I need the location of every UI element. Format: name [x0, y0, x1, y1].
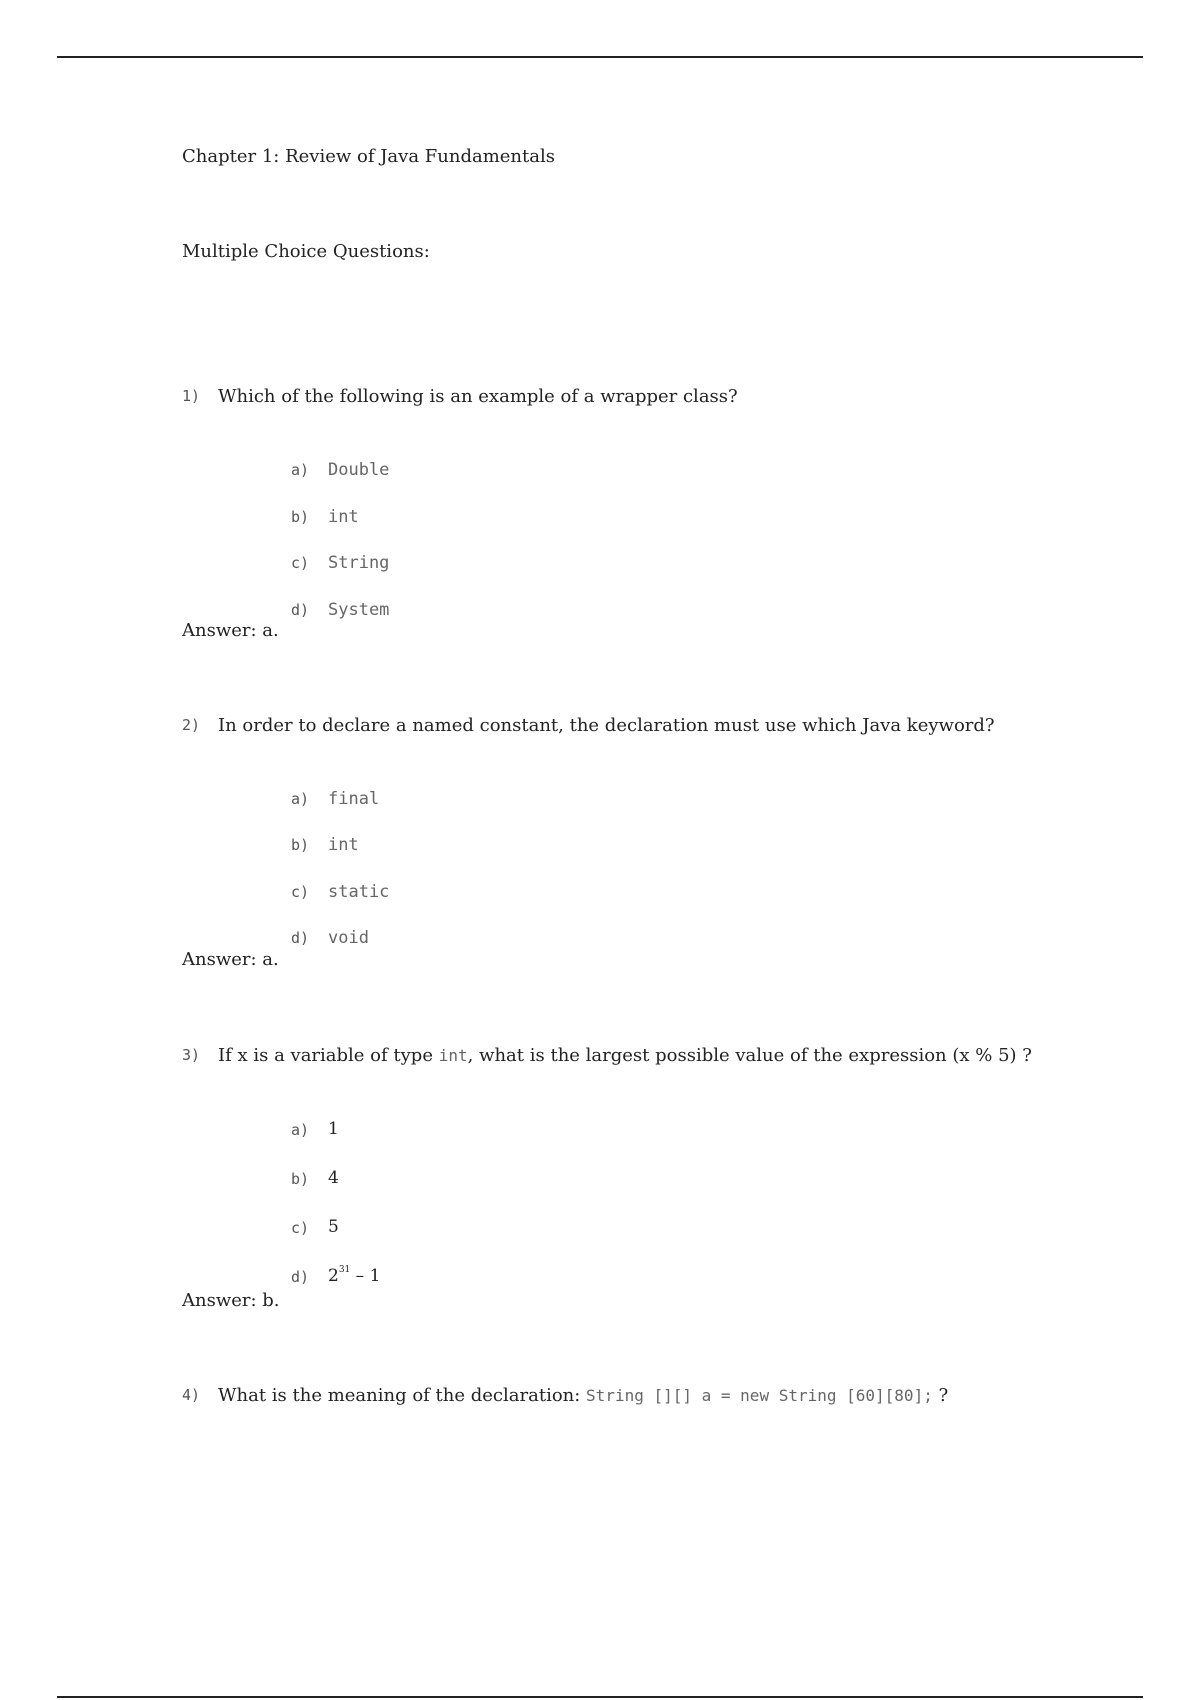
option-letter: d)	[291, 929, 310, 947]
question-text-end: ?	[932, 1385, 949, 1406]
question-line	[182, 386, 1082, 412]
option-letter: a)	[291, 790, 310, 808]
option-text: Double	[328, 460, 390, 480]
question-text	[218, 1045, 1032, 1066]
question-number: 3)	[182, 1046, 201, 1064]
option-letter: b)	[291, 836, 310, 854]
option-letter: c)	[291, 554, 310, 572]
chapter-title: Chapter 1: Review of Java Fundamentals	[182, 146, 555, 167]
option-letter: c)	[291, 883, 310, 901]
question-number: 2)	[182, 716, 201, 734]
option-letter: b)	[291, 508, 310, 526]
option-text: 1	[328, 1119, 339, 1139]
option-text: static	[328, 882, 390, 902]
option-text: String	[328, 553, 390, 573]
footer-rule	[57, 1696, 1143, 1698]
answer-text: Answer: a.	[182, 620, 279, 641]
question-text-end: , what is the largest possible value of the expression (x % 5) ?	[467, 1045, 1032, 1066]
option-text: final	[328, 789, 380, 809]
power-base: 2	[328, 1266, 339, 1286]
option-text: 5	[328, 1217, 339, 1237]
power-exponent: 31	[338, 1265, 351, 1276]
question-1	[182, 386, 1082, 641]
option-text: System	[328, 600, 390, 620]
question-line	[182, 715, 1082, 741]
option-letter: d)	[291, 1268, 310, 1286]
answer-text: Answer: b.	[182, 1290, 280, 1311]
question-text	[218, 1385, 948, 1406]
question-2	[182, 715, 1082, 970]
question-text-start: If x is a variable of type	[218, 1045, 439, 1066]
header-rule	[57, 56, 1143, 58]
option-letter: d)	[291, 601, 310, 619]
option-letter: b)	[291, 1170, 310, 1188]
question-text: Which of the following is an example of a wrapper class?	[218, 386, 738, 407]
power-rest: – 1	[350, 1266, 381, 1286]
question-line	[182, 1045, 1082, 1071]
question-number: 1)	[182, 387, 201, 405]
inline-code: String [][] a = new String [60][80];	[586, 1386, 933, 1405]
option-text: void	[328, 928, 369, 948]
question-text-start: What is the meaning of the declaration:	[218, 1385, 587, 1406]
option-letter: a)	[291, 461, 310, 479]
option-text: 4	[328, 1168, 339, 1188]
inline-code: int	[438, 1046, 468, 1065]
answer-text: Answer: a.	[182, 949, 279, 970]
question-3	[182, 1045, 1082, 1311]
question-line	[182, 1385, 1082, 1411]
section-title: Multiple Choice Questions:	[182, 241, 430, 262]
option-text	[328, 1266, 380, 1286]
option-text: int	[328, 507, 359, 527]
option-text: int	[328, 835, 359, 855]
question-number: 4)	[182, 1386, 201, 1404]
option-letter: a)	[291, 1121, 310, 1139]
question-4	[182, 1385, 1082, 1411]
option-letter: c)	[291, 1219, 310, 1237]
question-text: In order to declare a named constant, the declaration must use which Java keyword?	[218, 715, 995, 736]
